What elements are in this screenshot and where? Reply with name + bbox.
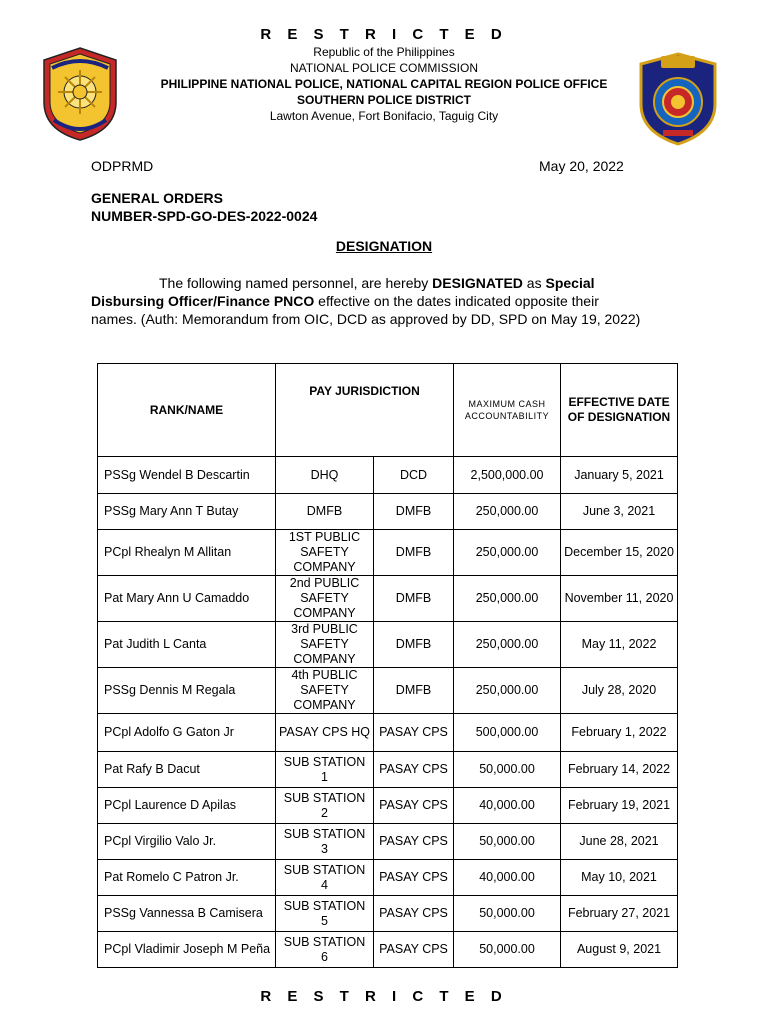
cell-rank-name: PSSg Dennis M Regala	[98, 668, 276, 714]
cell-pay-office: PASAY CPS	[374, 714, 454, 752]
cell-rank-name: PCpl Laurence D Apilas	[98, 788, 276, 824]
table-row	[98, 622, 678, 668]
body-paragraph	[91, 274, 643, 328]
body-bold-role: Special Disbursing Officer/Finance PNCO	[91, 275, 595, 309]
cell-effective-date: November 11, 2020	[561, 576, 678, 622]
table-row	[98, 494, 678, 530]
table-row	[98, 860, 678, 896]
cell-pay-office: PASAY CPS	[374, 860, 454, 896]
cell-max-cash: 50,000.00	[454, 752, 561, 788]
cell-pay-unit: 1ST PUBLIC SAFETY COMPANY	[276, 530, 374, 576]
designation-table	[97, 363, 678, 968]
cell-pay-unit: SUB STATION 6	[276, 932, 374, 968]
table-row	[98, 788, 678, 824]
cell-effective-date: December 15, 2020	[561, 530, 678, 576]
subject-title: DESIGNATION	[335, 238, 433, 254]
cell-effective-date: February 14, 2022	[561, 752, 678, 788]
document-date: May 20, 2022	[539, 158, 624, 174]
cell-effective-date: June 3, 2021	[561, 494, 678, 530]
cell-rank-name: PSSg Mary Ann T Butay	[98, 494, 276, 530]
cell-pay-office: DMFB	[374, 668, 454, 714]
cell-pay-unit: SUB STATION 2	[276, 788, 374, 824]
cell-pay-office: PASAY CPS	[374, 788, 454, 824]
cell-max-cash: 40,000.00	[454, 788, 561, 824]
cell-pay-unit: 4th PUBLIC SAFETY COMPANY	[276, 668, 374, 714]
table-header-row	[98, 364, 678, 457]
cell-pay-unit: PASAY CPS HQ	[276, 714, 374, 752]
cell-max-cash: 500,000.00	[454, 714, 561, 752]
cell-max-cash: 250,000.00	[454, 576, 561, 622]
cell-pay-unit: 3rd PUBLIC SAFETY COMPANY	[276, 622, 374, 668]
table-row	[98, 530, 678, 576]
header-rank-name: RANK/NAME	[98, 364, 276, 457]
orders-number: NUMBER-SPD-GO-DES-2022-0024	[91, 208, 318, 224]
cell-pay-unit: SUB STATION 5	[276, 896, 374, 932]
table-row	[98, 752, 678, 788]
cell-max-cash: 250,000.00	[454, 530, 561, 576]
cell-rank-name: PSSg Vannessa B Camisera	[98, 896, 276, 932]
cell-pay-office: DMFB	[374, 530, 454, 576]
cell-pay-unit: SUB STATION 1	[276, 752, 374, 788]
cell-pay-office: DMFB	[374, 576, 454, 622]
cell-effective-date: June 28, 2021	[561, 824, 678, 860]
cell-effective-date: February 1, 2022	[561, 714, 678, 752]
body-text-2: as	[522, 275, 546, 291]
cell-pay-office: PASAY CPS	[374, 932, 454, 968]
cell-max-cash: 250,000.00	[454, 494, 561, 530]
cell-max-cash: 50,000.00	[454, 824, 561, 860]
table-row	[98, 932, 678, 968]
cell-pay-unit: DMFB	[276, 494, 374, 530]
cell-max-cash: 2,500,000.00	[454, 457, 561, 494]
cell-pay-office: DMFB	[374, 494, 454, 530]
body-text-3: effective on the dates indicated opposite their names. (Auth: Memorandum from OIC, DCD as approved by DD, SPD on May 19, 2022)	[91, 293, 641, 327]
cell-pay-unit: 2nd PUBLIC SAFETY COMPANY	[276, 576, 374, 622]
cell-pay-unit: DHQ	[276, 457, 374, 494]
table-row	[98, 896, 678, 932]
cell-max-cash: 40,000.00	[454, 860, 561, 896]
cell-rank-name: Pat Judith L Canta	[98, 622, 276, 668]
cell-effective-date: May 11, 2022	[561, 622, 678, 668]
cell-rank-name: PCpl Vladimir Joseph M Peña	[98, 932, 276, 968]
letterhead-office: PHILIPPINE NATIONAL POLICE, NATIONAL CAPITAL REGION POLICE OFFICE	[160, 77, 608, 91]
cell-pay-office: PASAY CPS	[374, 896, 454, 932]
office-code: ODPRMD	[91, 158, 154, 174]
cell-rank-name: PCpl Rhealyn M Allitan	[98, 530, 276, 576]
orders-title: GENERAL ORDERS	[91, 190, 223, 206]
cell-max-cash: 50,000.00	[454, 932, 561, 968]
classification-bottom: R E S T R I C T E D	[260, 988, 508, 1005]
cell-pay-unit: SUB STATION 4	[276, 860, 374, 896]
cell-rank-name: PCpl Adolfo G Gaton Jr	[98, 714, 276, 752]
cell-effective-date: May 10, 2021	[561, 860, 678, 896]
cell-rank-name: PCpl Virgilio Valo Jr.	[98, 824, 276, 860]
letterhead-country: Republic of the Philippines	[313, 45, 455, 59]
header-max-cash: MAXIMUM CASH ACCOUNTABILITY	[454, 364, 561, 457]
table-row	[98, 668, 678, 714]
cell-effective-date: July 28, 2020	[561, 668, 678, 714]
cell-max-cash: 250,000.00	[454, 668, 561, 714]
cell-pay-office: PASAY CPS	[374, 752, 454, 788]
table-row	[98, 457, 678, 494]
header-effective-date: EFFECTIVE DATE OF DESIGNATION	[561, 364, 678, 457]
classification-top: R E S T R I C T E D	[260, 26, 508, 43]
table-row	[98, 824, 678, 860]
cell-pay-office: PASAY CPS	[374, 824, 454, 860]
letterhead-district: SOUTHERN POLICE DISTRICT	[296, 93, 471, 107]
cell-pay-office: DCD	[374, 457, 454, 494]
body-bold-designated: DESIGNATED	[432, 275, 523, 291]
cell-max-cash: 50,000.00	[454, 896, 561, 932]
cell-effective-date: February 19, 2021	[561, 788, 678, 824]
letterhead	[0, 44, 768, 124]
cell-max-cash: 250,000.00	[454, 622, 561, 668]
cell-effective-date: August 9, 2021	[561, 932, 678, 968]
table-row	[98, 714, 678, 752]
cell-rank-name: Pat Rafy B Dacut	[98, 752, 276, 788]
cell-pay-unit: SUB STATION 3	[276, 824, 374, 860]
table-row	[98, 576, 678, 622]
cell-pay-office: DMFB	[374, 622, 454, 668]
header-pay-jurisdiction: PAY JURISDICTION	[276, 364, 454, 457]
letterhead-commission: NATIONAL POLICE COMMISSION	[289, 61, 479, 75]
cell-effective-date: February 27, 2021	[561, 896, 678, 932]
cell-effective-date: January 5, 2021	[561, 457, 678, 494]
cell-rank-name: PSSg Wendel B Descartin	[98, 457, 276, 494]
letterhead-address: Lawton Avenue, Fort Bonifacio, Taguig City	[269, 109, 499, 123]
cell-rank-name: Pat Mary Ann U Camaddo	[98, 576, 276, 622]
cell-rank-name: Pat Romelo C Patron Jr.	[98, 860, 276, 896]
body-text-1: The following named personnel, are hereby	[159, 275, 433, 291]
